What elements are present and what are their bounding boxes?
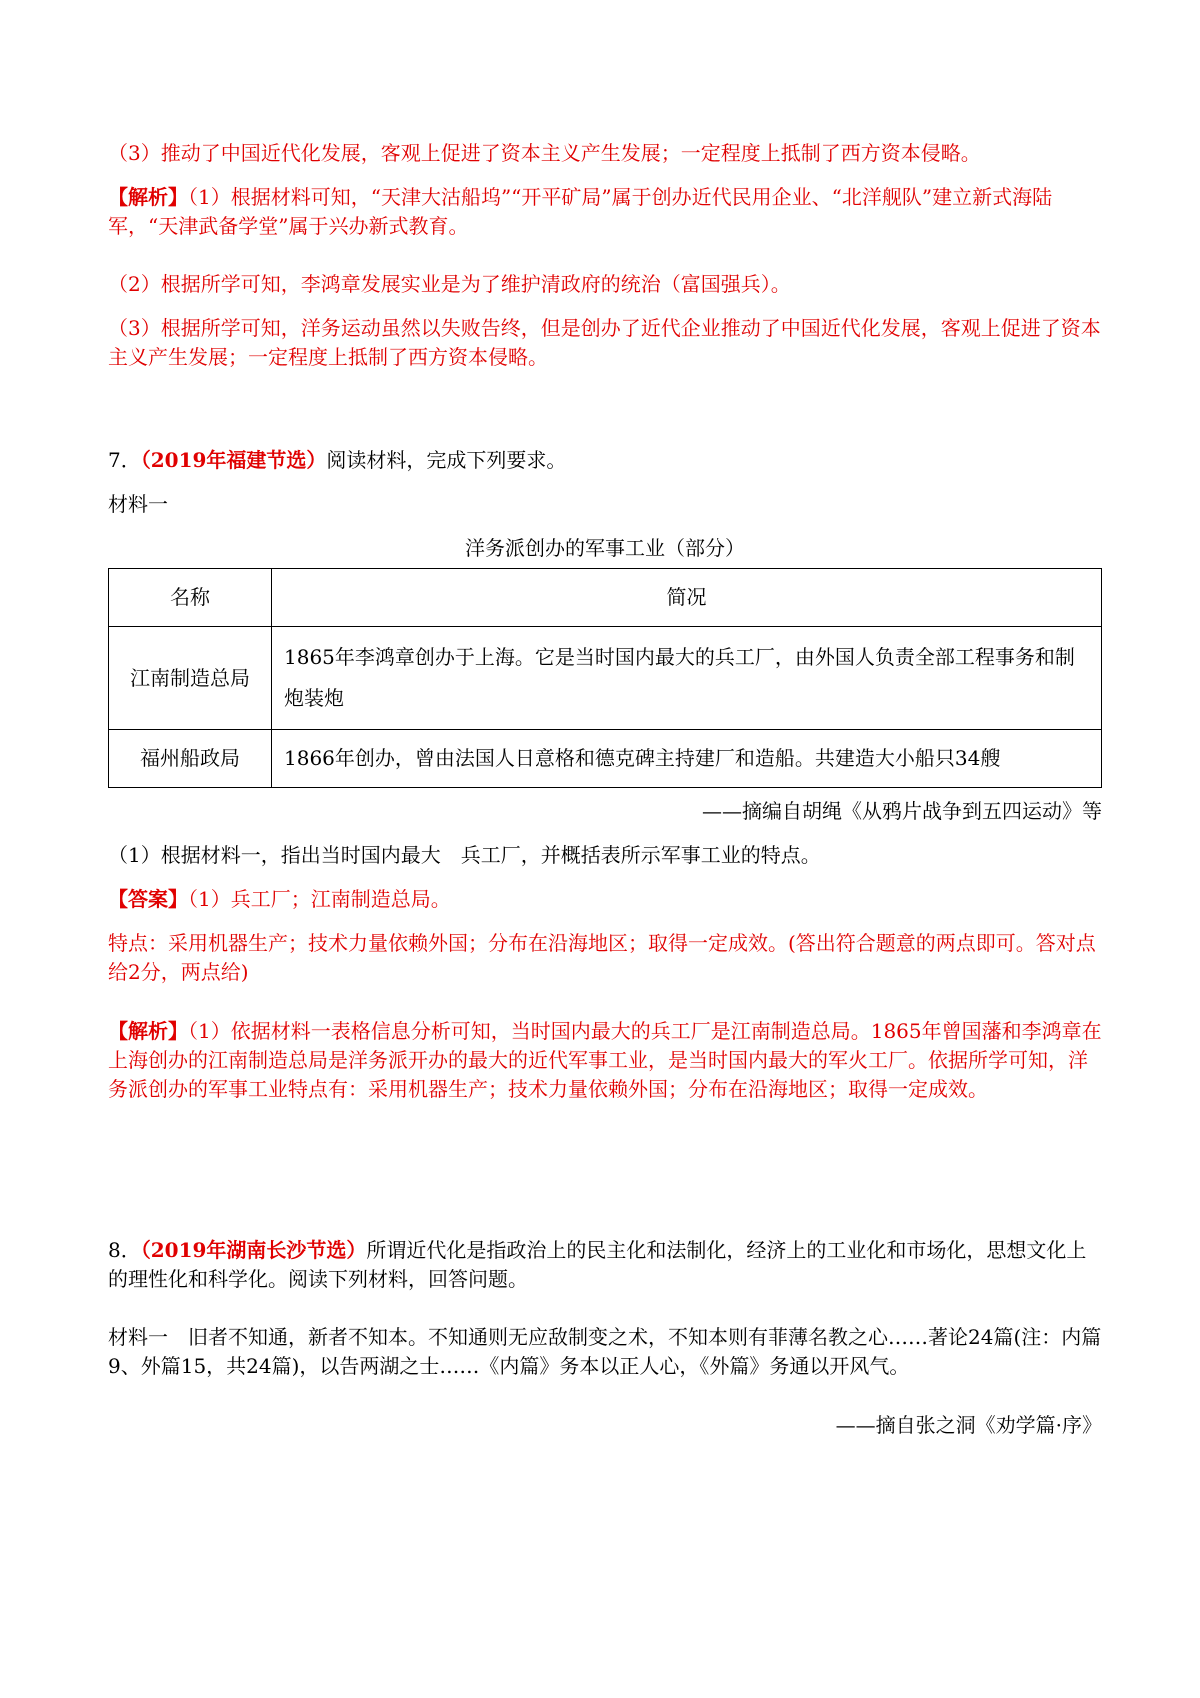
q8-material-1: 材料一 旧者不知通，新者不知本。不知通则无应敌制变之术，不知本则有菲薄名教之心……著论24篇(注：内篇9、外篇15，共24篇)，以告两湖之士……《内篇》务本以正人心，《外篇》务通以开风气。 bbox=[108, 1325, 1102, 1378]
q7-source: （2019年福建节选） bbox=[140, 448, 327, 472]
industry-table bbox=[108, 568, 1102, 788]
q7-answer-1 bbox=[108, 885, 1102, 914]
q6-analysis-3: （3）根据所学可知，洋务运动虽然以失败告终，但是创办了近代企业推动了中国近代化发展，客观上促进了资本主义产生发展；一定程度上抵制了西方资本侵略。 bbox=[108, 316, 1101, 369]
q7-question-1: （1）根据材料一，指出当时国内最大 兵工厂，并概括表所示军事工业的特点。 bbox=[108, 843, 821, 867]
table-header-desc: 简况 bbox=[272, 569, 1102, 627]
analysis-tag: 【解析】 bbox=[108, 185, 188, 209]
q6-analysis-2: （2）根据所学可知，李鸿章发展实业是为了维护清政府的统治（富国强兵）。 bbox=[108, 272, 791, 296]
q8-source: （2019年湖南长沙节选） bbox=[140, 1238, 367, 1262]
table-row bbox=[109, 730, 1102, 788]
q6-analysis-1-text: （1）根据材料可知，“天津大沽船坞”“开平矿局”属于创办近代民用企业、“北洋舰队”建立新式海陆军，“天津武备学堂”属于兴办新式教育。 bbox=[108, 185, 1053, 238]
analysis-tag: 【解析】 bbox=[108, 1019, 188, 1043]
q7-analysis-1 bbox=[108, 1017, 1102, 1104]
q6-analysis-1 bbox=[108, 183, 1102, 241]
q7-heading bbox=[108, 446, 1102, 475]
q6-answer-3: （3）推动了中国近代化发展，客观上促进了资本主义产生发展；一定程度上抵制了西方资本侵略。 bbox=[108, 141, 981, 165]
q8-heading bbox=[108, 1236, 1102, 1294]
q7-analysis-1-text: （1）依据材料一表格信息分析可知，当时国内最大的兵工厂是江南制造总局。1865年曾国藩和李鸿章在上海创办的江南制造总局是洋务派开办的最大的近代军事工业，是当时国内最大的军火工厂。依据所学可知，洋务派创办的军事工业特点有：采用机器生产；技术力量依赖外国；分布在沿海地区；取得一定成效。 bbox=[108, 1019, 1102, 1101]
table-cell-desc: 1865年李鸿章创办于上海。它是当时国内最大的兵工厂，由外国人负责全部工程事务和制炮装炮 bbox=[272, 627, 1102, 730]
q7-answer-features: 特点：采用机器生产；技术力量依赖外国；分布在沿海地区；取得一定成效。(答出符合题意的两点即可。答对点给2分，两点给) bbox=[108, 931, 1096, 984]
table-header-row bbox=[109, 569, 1102, 627]
table-header-name: 名称 bbox=[109, 569, 272, 627]
q8-number: 8． bbox=[108, 1238, 141, 1262]
q7-answer-1-text: （1）兵工厂；江南制造总局。 bbox=[188, 887, 451, 911]
q8-citation: ——摘自张之洞《劝学篇·序》 bbox=[835, 1413, 1102, 1437]
table-cell-desc: 1866年创办，曾由法国人日意格和德克碑主持建厂和造船。共建造大小船只34艘 bbox=[272, 730, 1102, 788]
q7-citation: ——摘编自胡绳《从鸦片战争到五四运动》等 bbox=[702, 799, 1102, 823]
q7-number: 7． bbox=[108, 448, 141, 472]
q7-material-label: 材料一 bbox=[108, 492, 168, 516]
answer-tag: 【答案】 bbox=[108, 887, 188, 911]
q7-prompt: 阅读材料，完成下列要求。 bbox=[326, 448, 567, 472]
table-cell-name: 江南制造总局 bbox=[109, 627, 272, 730]
table-cell-name: 福州船政局 bbox=[109, 730, 272, 788]
table-caption: 洋务派创办的军事工业（部分） bbox=[465, 536, 745, 560]
table-row bbox=[109, 627, 1102, 730]
q8-intro: 所谓近代化是指政治上的民主化和法制化，经济上的工业化和市场化，思想文化上的理性化和科学化。阅读下列材料，回答问题。 bbox=[108, 1238, 1087, 1291]
